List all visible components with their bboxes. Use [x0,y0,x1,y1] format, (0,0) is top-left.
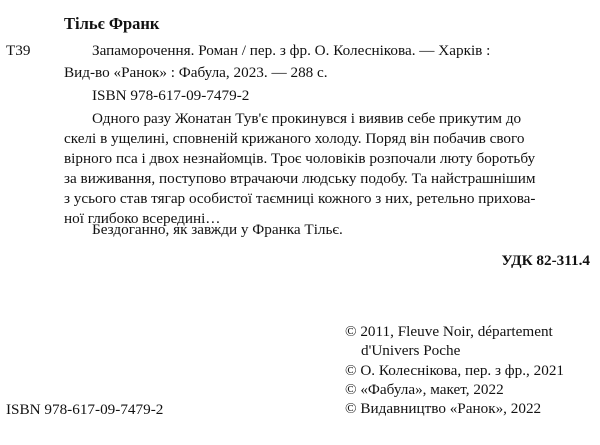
copyright-line: © «Фабула», макет, 2022 [345,380,504,398]
copyright-line: d'Univers Poche [361,342,461,360]
annotation-line: ної глибоко всередині… [64,210,221,227]
author-name: Тільє Франк [64,14,160,33]
annotation-line: з усього став тягар особистої таємниці кожного з них, ретельно прихова- [64,190,536,207]
udk-code: УДК 82-311.4 [501,252,590,269]
classification-code: Т39 [6,42,31,59]
bibliographic-line-1: Запаморочення. Роман / пер. з фр. О. Колеснікова. — Харків : [92,42,491,59]
isbn-main: ISBN 978-617-09-7479-2 [92,87,250,104]
copyright-line: © Видавництво «Ранок», 2022 [345,400,542,418]
isbn-bottom: ISBN 978-617-09-7479-2 [6,401,164,418]
annotation-line: вірного пса і двох незнайомців. Троє чоловіків розпочали люту боротьбу [64,150,536,167]
annotation-line: за виживання, поступово втрачаючи людську подобу. Та найстрашнішим [64,170,536,187]
bibliographic-line-2: Вид-во «Ранок» : Фабула, 2023. — 288 с. [64,64,328,81]
annotation-line: скелі в ущелині, сповненій крижаного холоду. Поряд він побачив свого [64,130,525,147]
copyright-line: © О. Колеснікова, пер. з фр., 2021 [345,361,565,379]
praise-quote: Бездоганно, як завжди у Франка Тільє. [92,221,343,238]
copyright-block [345,322,564,418]
copyright-line: © 2011, Fleuve Noir, département [345,323,553,340]
annotation-line: Одного разу Жонатан Тув'є прокинувся і виявив себе прикутим до [92,110,522,127]
annotation [64,109,594,229]
